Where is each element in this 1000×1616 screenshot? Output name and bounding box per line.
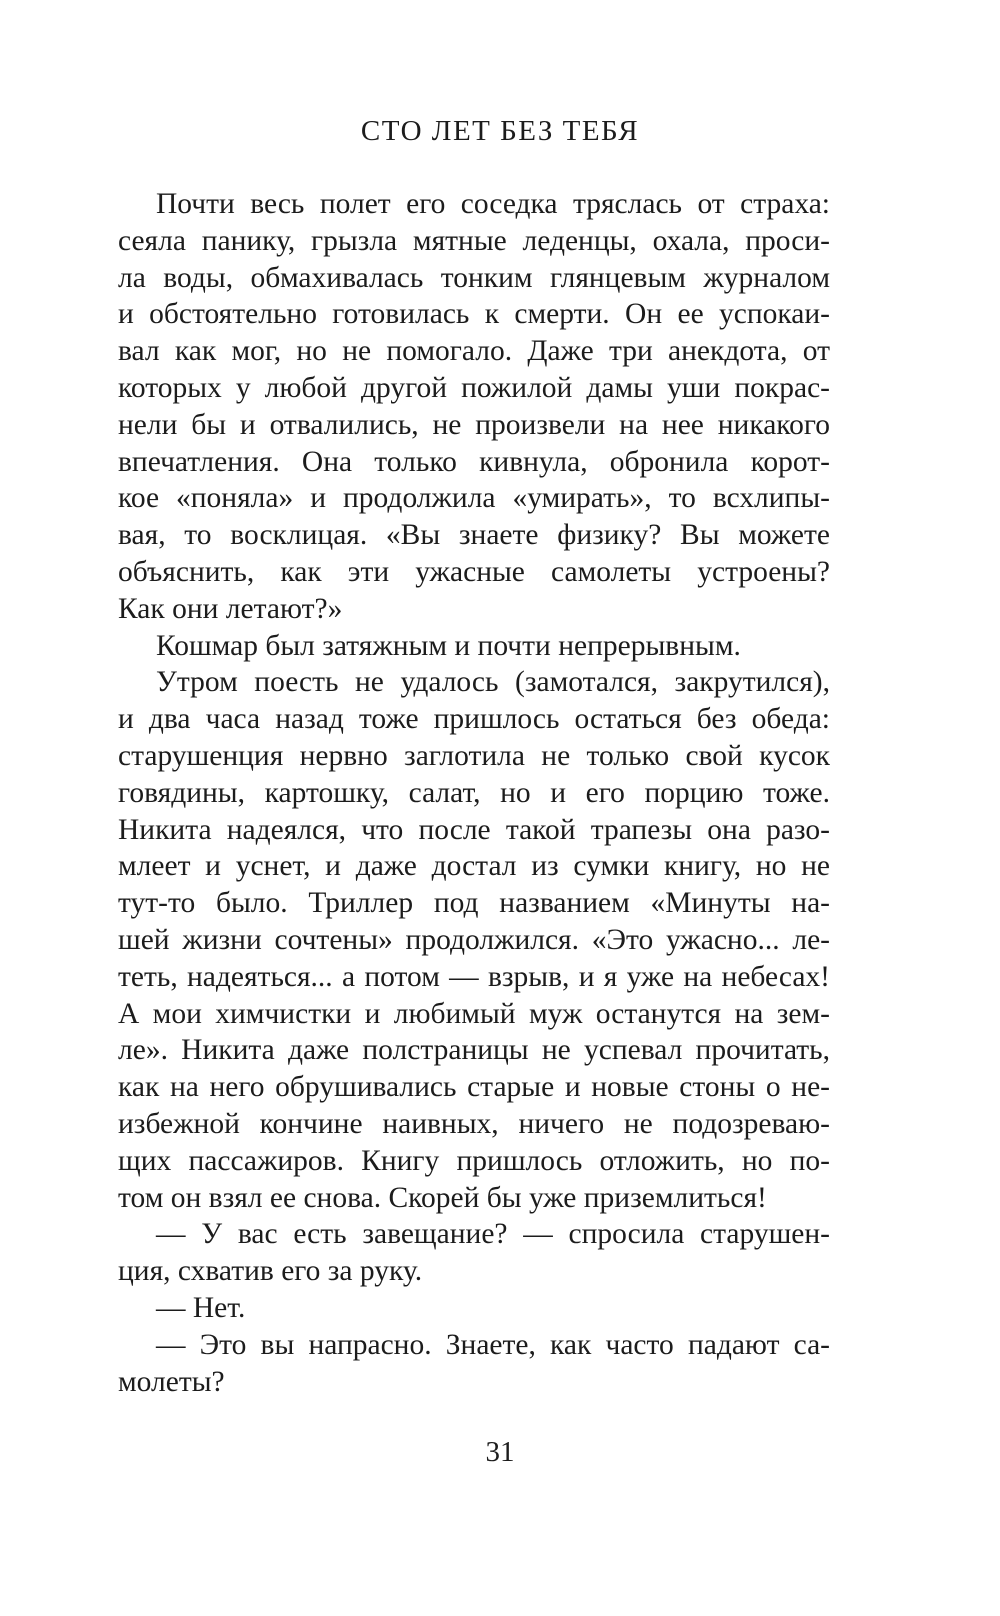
text-line: Утром поесть не удалось (замотался, закрутился), [156,666,830,699]
text-line: объяснить, как эти ужасные самолеты устроены? [118,555,830,588]
text-line: говядины, картошку, салат, но и его порцию тоже. [118,776,830,809]
text-line: и два часа назад тоже пришлось остаться без обеда: [118,703,830,736]
text-line: — Нет. [156,1291,246,1324]
text-line: ция, схватив его за руку. [118,1255,423,1288]
running-title: СТО ЛЕТ БЕЗ ТЕБЯ [360,115,640,147]
text-line: которых у любой другой пожилой дамы уши покрас- [118,371,830,404]
text-line: ле». Никита даже полстраницы не успевал прочитать, [118,1034,830,1067]
page-body-text [118,186,830,1400]
text-line: нели бы и отвалились, не произвели на нее никакого [118,408,830,441]
text-line: Как они летают?» [118,592,343,625]
text-line: кое «поняла» и продолжила «умирать», то всхлипы- [118,482,830,515]
text-line: избежной кончине наивных, ничего не подозреваю- [118,1107,830,1140]
text-line: щих пассажиров. Книгу пришлось отложить, но по- [118,1144,830,1177]
text-line: А мои химчистки и любимый муж останутся на зем- [118,997,830,1030]
text-line: шей жизни сочтены» продолжился. «Это ужасно... ле- [118,923,830,956]
page-number: 31 [485,1436,515,1468]
text-line: ла воды, обмахивалась тонким глянцевым журналом [118,261,830,294]
text-line: молеты? [118,1365,225,1398]
text-line: и обстоятельно готовилась к смерти. Он ее успокаи- [118,298,830,331]
text-line: — Это вы напрасно. Знаете, как часто падают са- [156,1328,830,1361]
text-line: млеет и уснет, и даже достал из сумки книгу, но не [118,850,830,883]
text-line: теть, надеяться... а потом — взрыв, и я уже на небесах! [118,960,830,993]
text-line: Никита надеялся, что после такой трапезы она разо- [118,813,830,846]
text-line: том он взял ее снова. Скорей бы уже приземлиться! [118,1181,767,1214]
text-line: впечатления. Она только кивнула, обронила корот- [118,445,830,478]
text-line: — У вас есть завещание? — спросила старушен- [156,1218,830,1251]
text-line: вая, то восклицая. «Вы знаете физику? Вы можете [118,519,830,552]
text-line: старушенция нервно заглотила не только свой кусок [118,739,830,772]
text-line: тут-то было. Триллер под названием «Минуты на- [118,887,830,920]
text-line: сеяла панику, грызла мятные леденцы, охала, проси- [118,224,830,257]
text-line: как на него обрушивались старые и новые стоны о не- [118,1071,830,1104]
text-line: вал как мог, но не помогало. Даже три анекдота, от [118,335,830,368]
text-line: Кошмар был затяжным и почти непрерывным. [156,629,741,662]
text-line: Почти весь полет его соседка тряслась от страха: [156,188,830,220]
